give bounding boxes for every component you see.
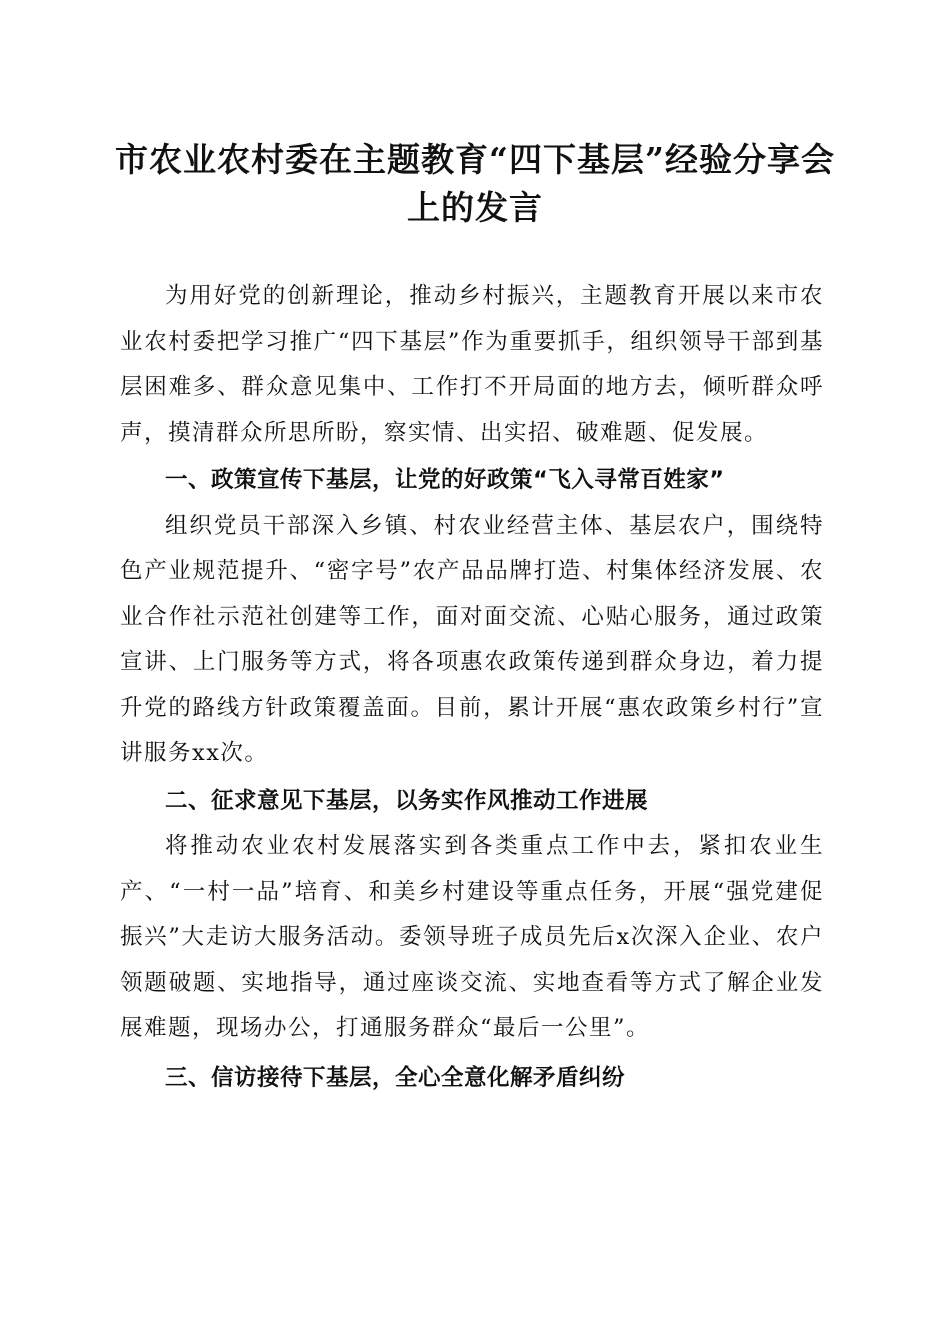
- section-1-heading: 一、政策宣传下基层，让党的好政策“飞入寻常百姓家”: [165, 467, 725, 493]
- section-2-paragraph: 将推动农业农村发展落实到各类重点工作中去，紧扣农业生产、“一村一品”培育、和美乡村建设等重点任务，开展“强党建促振兴”大走访大服务活动。委领导班子成员先后x次深入企业、农户领题破题、实地指导，通过座谈交流、实地查看等方式了解企业发展难题，现场办公，打通服务群众“最后一公里”。: [120, 833, 824, 1041]
- intro-paragraph: 为用好党的创新理论，推动乡村振兴，主题教育开展以来市农业农村委把学习推广“四下基层”作为重要抓手，组织领导干部到基层困难多、群众意见集中、工作打不开局面的地方去，倾听群众呼声，摸清群众所思所盼，察实情、出实招、破难题、促发展。: [120, 283, 824, 446]
- section-1-paragraph: 组织党员干部深入乡镇、村农业经营主体、基层农户，围绕特色产业规范提升、“密字号”农产品品牌打造、村集体经济发展、农业合作社示范社创建等工作，面对面交流、心贴心服务，通过政策宣讲、上门服务等方式，将各项惠农政策传递到群众身边，着力提升党的路线方针政策覆盖面。目前，累计开展“惠农政策乡村行”宣讲服务xx次。: [120, 512, 824, 766]
- section-2-heading: 二、征求意见下基层，以务实作风推动工作进展: [165, 787, 649, 814]
- document-title: 市农业农村委在主题教育“四下基层”经验分享会上的发言: [115, 140, 835, 227]
- document-body: [120, 274, 824, 1101]
- section-3-heading: 三、信访接待下基层，全心全意化解矛盾纠纷: [165, 1064, 626, 1091]
